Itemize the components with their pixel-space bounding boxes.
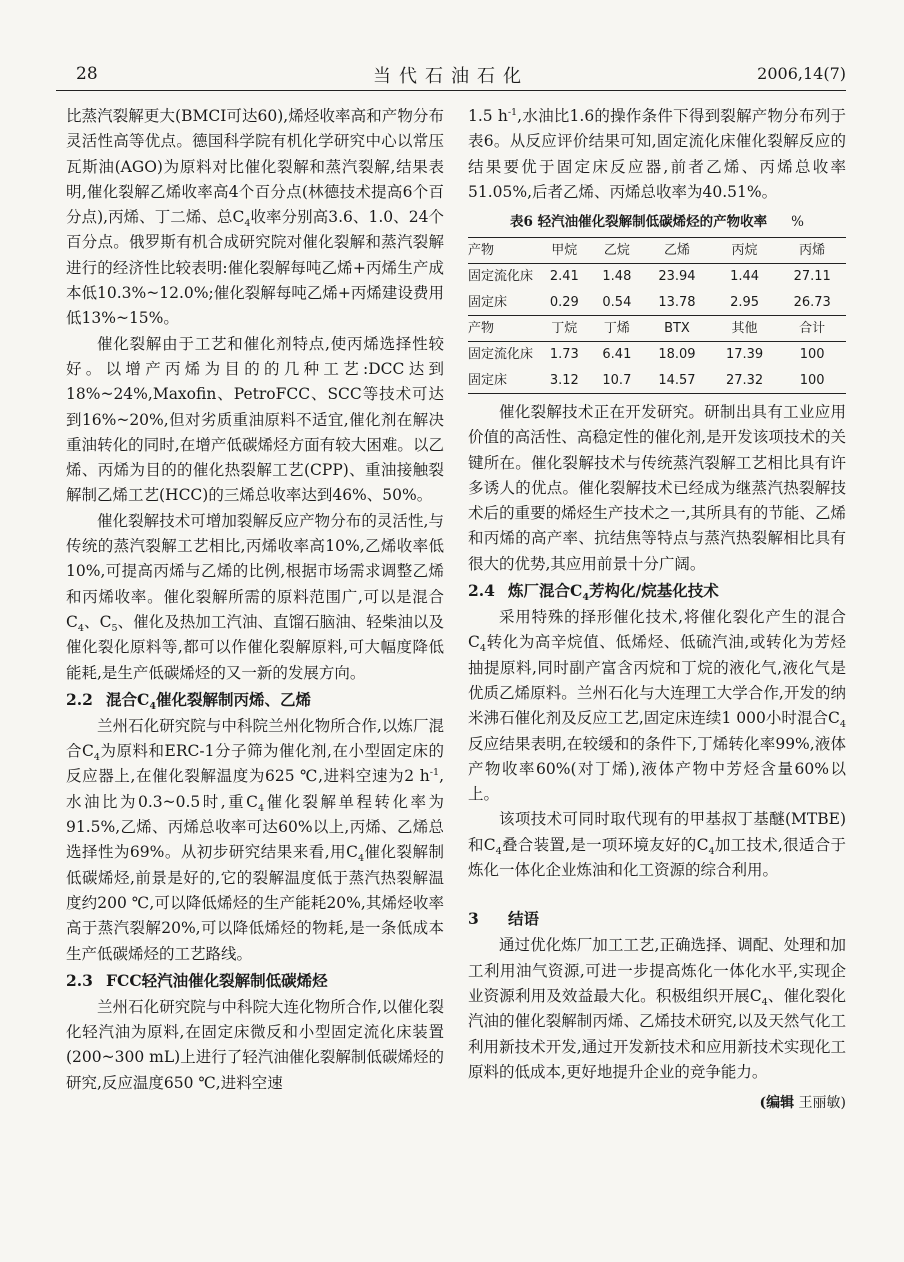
table-header-row <box>468 316 846 342</box>
table-cell: 丁烯 <box>591 316 644 342</box>
table-cell: 3.12 <box>538 368 591 394</box>
table-cell: 1.48 <box>602 269 632 285</box>
table-cell: 产物 <box>468 238 538 264</box>
table-cell: 产物 <box>468 316 538 342</box>
table-cell: 丁烷 <box>538 316 591 342</box>
table-cell: 合计 <box>778 316 846 342</box>
paragraph-7: 催化裂解技术正在开发研究。研制出具有工业应用价值的高活性、高稳定性的催化剂,是开发该项技术的关键所在。催化裂解技术与传统蒸汽裂解工艺相比具有许多诱人的优点。催化裂解技术已经成为继蒸汽热裂解技术后的重要的烯烃生产技术之一,其所具有的节能、乙烯和丙烯的高产率、抗结焦等特点与蒸汽热裂解相比具有很大的优势,其应用前景十分广阔。 <box>468 402 846 573</box>
table-cell: 27.32 <box>711 368 779 394</box>
right-column <box>468 104 846 1116</box>
table-cell: BTX <box>643 316 711 342</box>
table-cell: 2.41 <box>549 269 579 285</box>
table-cell: 14.57 <box>643 368 711 394</box>
table-header-row <box>468 238 846 264</box>
table-cell: 0.54 <box>602 294 632 310</box>
table-cell: 18.09 <box>658 347 696 363</box>
paragraph-8: 采用特殊的择形催化技术,将催化裂化产生的混合$C_4$转化为高辛烷值、低烯烃、低硫汽油,或转化为芳烃抽提原料,同时副产富含丙烷和丁烷的液化气,液化气是优质乙烯原料。兰州石化与大连理工大学合作,开发的纳米沸石催化剂及反应工艺,固定床连续1 000小时混合$C_4$反应结果表明,在较缓和的条件下,丁烯转化率99%,液体产物收率60%(对丁烯),液体产物中芳烃含量60%以上。 <box>468 608 846 804</box>
table-cell: 100 <box>778 368 846 394</box>
table-cell: 17.39 <box>725 347 764 363</box>
table-cell: 10.7 <box>591 368 644 394</box>
table-6 <box>468 237 846 394</box>
table-cell: 丙烷 <box>711 238 779 264</box>
table-row <box>468 342 846 368</box>
table-cell: 23.94 <box>658 269 696 285</box>
paragraph-5: 兰州石化研究院与中科院大连化物所合作,以催化裂化轻汽油为原料,在固定床微反和小型固定流化床装置(200~300 mL)上进行了轻汽油催化裂解制低碳烯烃的研究,反应温度650 ℃,进料空速 <box>66 997 444 1092</box>
table-cell: 固定流化床 <box>468 269 534 285</box>
paragraph-10: 通过优化炼厂加工工艺,正确选择、调配、处理和加工利用油气资源,可进一步提高炼化一体化水平,实现企业资源利用及效益最大化。积极组织开展$C_4$、催化裂化汽油的催化裂解制丙烯、乙烯技术研究,以及天然气化工利用新技术开发,通过开发新技术和应用新技术实现化工原料的低成本,更好地提升企业的竞争能力。 <box>468 936 846 1081</box>
table-cell: 27.11 <box>793 269 831 285</box>
paragraph-1: 比蒸汽裂解更大(BMCI可达60),烯烃收率高和产物分布灵活性高等优点。德国科学院有机化学研究中心以常压瓦斯油(AGO)为原料对比催化裂解和蒸汽裂解,结果表明,催化裂解乙烯收率高4个百分点(林德技术提高6个百分点),丙烯、丁二烯、总$C_4$收率分别高3.6、1.0、24个百分点。俄罗斯有机合成研究院对催化裂解和蒸汽裂解进行的经济性比较表明:催化裂解每吨乙烯+丙烯生产成本低10.3%~12.0%;催化裂解每吨乙烯+丙烯建设费用低13%~15%。 <box>66 107 444 328</box>
table-row <box>468 290 846 316</box>
table-cell: 固定流化床 <box>468 347 534 363</box>
table-cell: 1.44 <box>730 269 760 285</box>
table-cell: 乙烯 <box>643 238 711 264</box>
paragraph-3: 催化裂解技术可增加裂解反应产物分布的灵活性,与传统的蒸汽裂解工艺相比,丙烯收率高10%,乙烯收率低10%,可提高丙烯与乙烯的比例,根据市场需求调整乙烯和丙烯收率。催化裂解所需的原料范围广,可以是混合$C_4$、$C_5$、催化及热加工汽油、直馏石脑油、轻柴油以及催化裂化原料等,都可以作催化裂解原料,可大幅度降低能耗,是生产低碳烯烃的又一新的发展方向。 <box>66 511 444 682</box>
paragraph-6: 1.5 $h^{-1}$,水油比1.6的操作条件下得到裂解产物分布列于表6。从反应评价结果可知,固定流化床催化裂解反应的结果要优于固定床反应器,前者乙烯、丙烯总收率51.05%,后者乙烯、丙烯总收率为40.51%。 <box>468 106 846 201</box>
table-row <box>468 368 846 394</box>
section-2-4-heading: 2.4 炼厂混合$C_4$芳构化/烷基化技术 <box>468 581 719 604</box>
table-cell: 乙烷 <box>591 238 644 264</box>
table-cell: 固定床 <box>468 294 508 310</box>
issue-info: 2006,14(7) <box>757 64 846 83</box>
paragraph-4: 兰州石化研究院与中科院兰州化物所合作,以炼厂混合$C_4$为原料和ERC-1分子筛为催化剂,在小型固定床的反应器上,在催化裂解温度为625 ℃,进料空速为2 $h^{-1}$,水油比为0.3~0.5时,重$C_4$催化裂解单程转化率为91.5%,乙烯、丙烯总收率可达60%以上,丙烯、乙烯总选择性为69%。从初步研究结果来看,用$C_4$催化裂解制低碳烯烃,前景是好的,它的裂解温度低于蒸汽热裂解温度约200 ℃,可以降低烯烃的生产能耗20%,其烯烃收率高于蒸汽裂解20%,可以降低烯烃的物耗,是一条低成本生产低碳烯烃的工艺路线。 <box>66 716 444 963</box>
table-cell: 100 <box>799 347 825 363</box>
section-3-heading: 3 结语 <box>468 909 540 929</box>
paragraph-2: 催化裂解由于工艺和催化剂特点,使丙烯选择性较好。以增产丙烯为目的的几种工艺:DCC达到18%~24%,Maxofin、PetroFCC、SCC等技术可达到16%~20%,但对劣质重油原料不适宜,催化剂在解决重油转化的同时,在增产低碳烯烃方面有较大困难。以乙烯、丙烯为目的的催化热裂解工艺(CPP)、重油接触裂解制乙烯工艺(HCC)的三烯总收率达到46%、50%。 <box>66 334 444 505</box>
table-row <box>468 264 846 290</box>
table-cell: 2.95 <box>730 294 760 310</box>
paragraph-9: 该项技术可同时取代现有的甲基叔丁基醚(MTBE)和$C_4$叠合装置,是一项环境友好的$C_4$加工技术,很适合于炼化一体化企业炼油和化工资源的综合利用。 <box>468 810 846 880</box>
table-cell: 13.78 <box>658 294 696 310</box>
section-2-3-heading: 2.3 FCC轻汽油催化裂解制低碳烯烃 <box>66 970 328 990</box>
journal-title: 当代石油石化 <box>373 66 529 87</box>
table-cell: 固定床 <box>468 368 538 394</box>
table-cell: 丙烯 <box>778 238 846 264</box>
table-cell: 6.41 <box>602 347 632 363</box>
table-cell: 26.73 <box>793 294 831 310</box>
table-cell: 0.29 <box>549 294 579 310</box>
table-cell: 甲烷 <box>538 238 591 264</box>
page-number: 28 <box>76 64 98 84</box>
left-column <box>66 104 444 1096</box>
running-header <box>56 60 846 91</box>
editor-credit: (编辑 王丽敏) <box>759 1095 846 1112</box>
section-2-2-heading: 2.2 混合$C_4$催化裂解制丙烯、乙烯 <box>66 689 312 712</box>
table-cell: 1.73 <box>549 347 579 363</box>
table-6-caption: 表6 轻汽油催化裂解制低碳烯烃的产物收率 % <box>510 214 804 231</box>
table-cell: 其他 <box>711 316 779 342</box>
